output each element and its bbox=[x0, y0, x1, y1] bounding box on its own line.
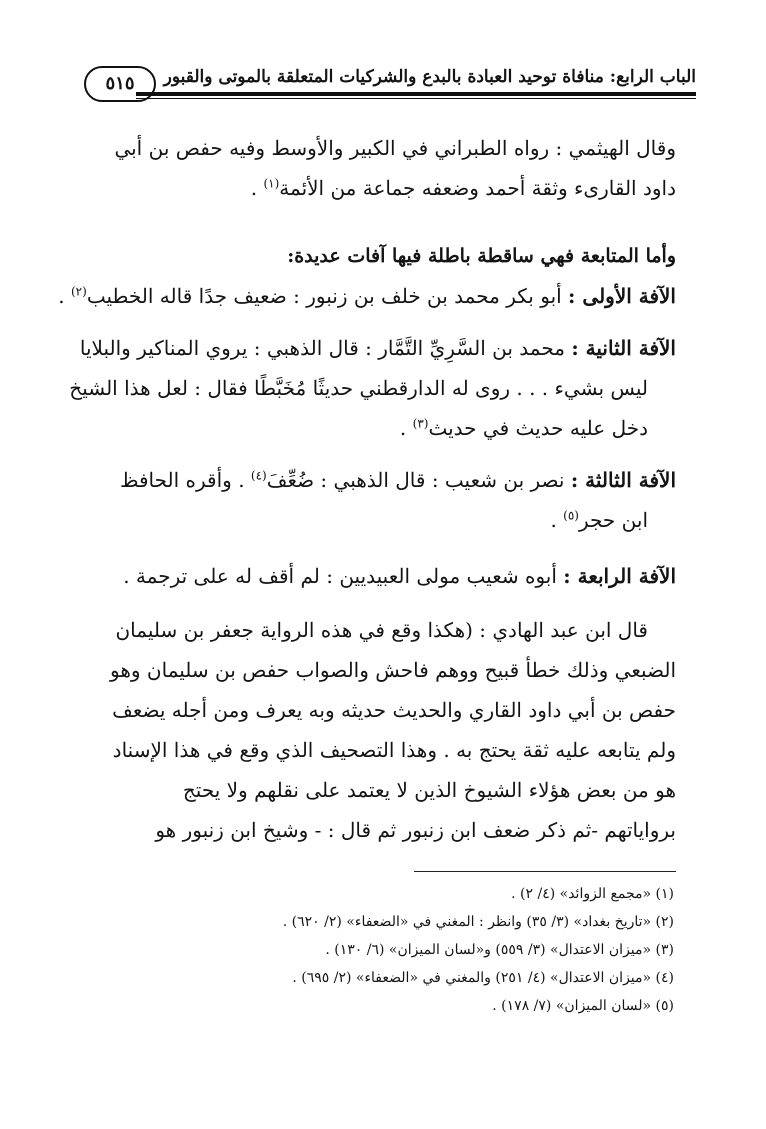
footnote-ref: (٥) bbox=[563, 508, 579, 523]
text-line: ولم يتابعه عليه ثقة يحتج به . وهذا التصحيف الذي وقع في هذا الإسناد bbox=[112, 738, 676, 762]
section-heading: وأما المتابعة فهي ساقطة باطلة فيها آفات عديدة: bbox=[287, 245, 676, 267]
text-line: ليس بشيء . . . روى له الدارقطني حديثًا مُخَبَّطًا فقال : لعل هذا الشيخ bbox=[69, 376, 648, 400]
text-fragment: . bbox=[250, 176, 264, 200]
header-title-rest: منافاة توحيد العبادة بالبدع والشركيات المتعلقة بالموتى والقبور bbox=[163, 67, 604, 87]
afah-4 bbox=[86, 556, 676, 596]
text-fragment: داود القارىء وثقة أحمد وضعفه جماعة من الأئمة bbox=[279, 176, 676, 200]
text-fragment: محمد بن السَّرِيِّ التَّمَّار : قال الذهبي : يروي المناكير والبلايا bbox=[79, 336, 565, 360]
header-title bbox=[136, 64, 696, 90]
text-line bbox=[86, 556, 676, 596]
header-rule-thin bbox=[136, 98, 696, 99]
text-line bbox=[86, 408, 676, 448]
page-number: ٥١٥ bbox=[84, 66, 156, 102]
text-fragment: دخل عليه حديث في حديث bbox=[428, 416, 648, 440]
text-line bbox=[79, 328, 676, 368]
section-heading-block bbox=[86, 236, 676, 276]
text-fragment: ابن حجر bbox=[578, 508, 648, 532]
text-line: الضبعي وذلك خطأ قبيح ووهم فاحش والصواب حفص بن سليمان وهو bbox=[110, 658, 676, 682]
text-fragment: . وأقره الحافظ bbox=[119, 468, 245, 492]
header-rule bbox=[136, 92, 696, 96]
afah-label: الآفة الثانية : bbox=[571, 336, 676, 360]
text-line bbox=[86, 168, 676, 208]
footnote: (٢) «تاريخ بغداد» (٣/ ٣٥) وانظر : المغني في «الضعفاء» (٢/ ٦٢٠) . bbox=[282, 914, 674, 930]
text-line: هو من بعض هؤلاء الشيوخ الذين لا يعتمد على نقلهم ولا يحتج bbox=[182, 778, 676, 802]
afah-2 bbox=[69, 328, 676, 448]
footnote-ref: (٢) bbox=[70, 284, 87, 299]
text-fragment: أبو بكر محمد بن خلف بن زنبور : ضعيف جدًا قاله الخطيب bbox=[86, 284, 562, 308]
afah-1 bbox=[58, 276, 676, 316]
text-line: قال ابن عبد الهادي : (هكذا وقع في هذه الرواية جعفر بن سليمان bbox=[115, 618, 648, 642]
text-line bbox=[86, 460, 676, 500]
footnote-ref: (٤) bbox=[250, 468, 267, 483]
footnote-ref: (١) bbox=[263, 176, 280, 191]
afah-label: الآفة الأولى : bbox=[568, 284, 676, 308]
text-line: وقال الهيثمي : رواه الطبراني في الكبير والأوسط وفيه حفص بن أبي bbox=[114, 136, 676, 160]
text-line: برواياتهم -ثم ذكر ضعف ابن زنبور ثم قال : - وشيخ ابن زنبور هو bbox=[155, 818, 676, 842]
paragraph-haythami bbox=[86, 128, 676, 208]
footnote: (١) «مجمع الزوائد» (٤/ ٢) . bbox=[511, 886, 674, 902]
text-fragment: أبوه شعيب مولى العبيديين : لم أقف له على ترجمة . bbox=[123, 564, 557, 588]
running-header bbox=[84, 64, 696, 106]
text-line bbox=[58, 276, 676, 316]
text-fragment: نصر بن شعيب : قال الذهبي : ضُعِّفَ bbox=[266, 468, 565, 492]
footnote-ref: (٣) bbox=[412, 416, 429, 431]
afah-label: الآفة الرابعة : bbox=[563, 564, 676, 588]
afah-3 bbox=[86, 460, 676, 540]
footnote: (٣) «ميزان الاعتدال» (٣/ ٥٥٩) و«لسان الميزان» (٦/ ١٣٠) . bbox=[325, 942, 674, 958]
footnote: (٥) «لسان الميزان» (٧/ ١٧٨) . bbox=[492, 998, 674, 1014]
afah-label: الآفة الثالثة : bbox=[570, 468, 676, 492]
text-line: حفص بن أبي داود القاري والحديث حديثه وبه يعرف ومن أجله يضعف bbox=[112, 698, 676, 722]
paragraph-ibn-abd-al-hadi bbox=[86, 610, 676, 850]
footnotes bbox=[86, 880, 674, 1020]
text-fragment: . bbox=[58, 284, 71, 308]
text-line bbox=[86, 500, 676, 540]
text-fragment: . bbox=[399, 416, 413, 440]
header-title-lead: الباب الرابع: bbox=[609, 67, 696, 87]
text-fragment: . bbox=[550, 508, 564, 532]
footnote: (٤) «ميزان الاعتدال» (٤/ ٢٥١) والمغني في «الضعفاء» (٢/ ٦٩٥) . bbox=[292, 970, 674, 986]
footnote-separator bbox=[414, 871, 676, 872]
